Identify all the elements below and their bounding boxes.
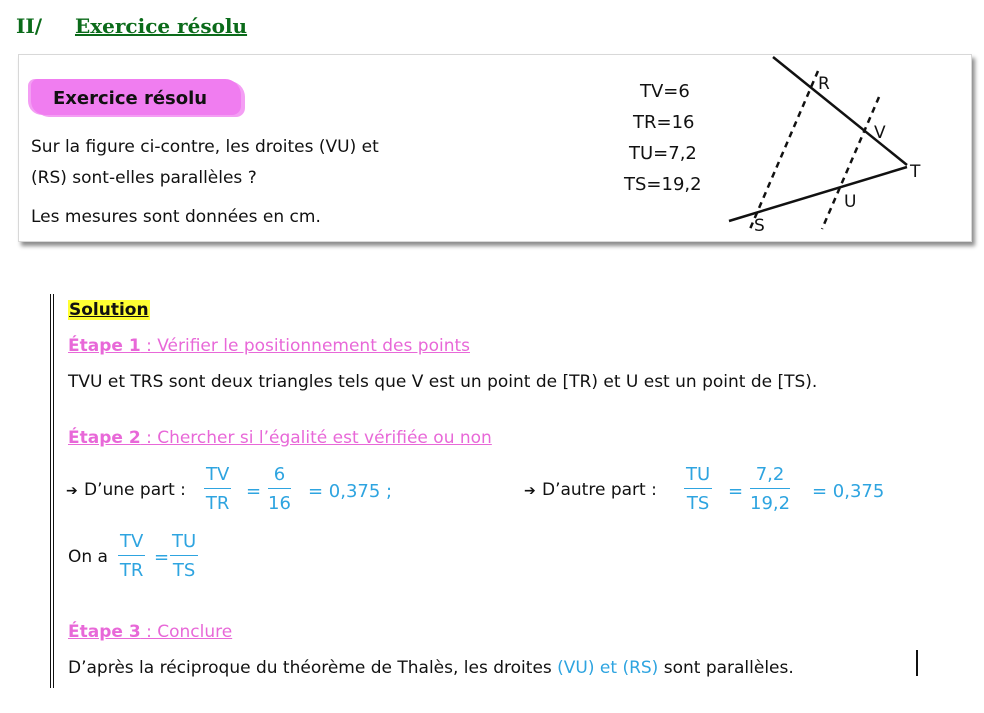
measure-ts: TS=19,2 — [624, 174, 702, 195]
step-3-text: : Conclure — [140, 622, 233, 642]
fraction-6-16 — [268, 464, 291, 514]
step-1-heading — [68, 336, 470, 356]
step-1-text: : Vérifier le positionnement des points — [140, 336, 470, 356]
fraction-tv-tr-equality — [118, 531, 145, 581]
conclusion-text-1: D’après la réciproque du théorème de Thalès, les droites — [68, 658, 558, 678]
fraction-numerator: TV — [204, 464, 231, 489]
arrow-icon: ➔ — [66, 483, 78, 499]
line-tr — [773, 57, 907, 165]
question-note: Les mesures sont données en cm. — [31, 207, 321, 227]
step-3-heading — [68, 622, 232, 642]
fraction-denominator: TS — [172, 560, 196, 581]
solution-block — [50, 294, 954, 688]
exercise-card — [18, 54, 972, 242]
section-heading — [16, 14, 247, 38]
thales-figure — [19, 55, 971, 241]
fraction-numerator: TU — [170, 531, 198, 556]
fraction-numerator: TV — [118, 531, 145, 556]
label-u: U — [844, 192, 857, 212]
conclusion-highlight: (VU) et (RS) — [557, 658, 659, 678]
conclusion — [68, 658, 794, 678]
step-1-label: Étape 1 — [68, 336, 141, 356]
section-title: Exercice résolu — [74, 14, 248, 38]
solution-title: Solution — [69, 300, 149, 320]
step-2-heading — [68, 428, 492, 448]
fraction-numerator: 7,2 — [750, 464, 790, 489]
step-2-label: Étape 2 — [68, 428, 141, 448]
label-r: R — [818, 74, 830, 94]
fraction-denominator: 16 — [268, 493, 291, 514]
question-line-2: (RS) sont-elles parallèles ? — [31, 168, 257, 188]
text-cursor[interactable] — [916, 650, 918, 676]
right-prefix: D’autre part : — [542, 480, 657, 500]
equals-sign: = — [154, 547, 170, 568]
fraction-denominator: 19,2 — [750, 493, 791, 514]
fraction-tu-ts — [684, 464, 712, 514]
fraction-tv-tr — [204, 464, 231, 514]
arrow-icon: ➔ — [524, 483, 536, 499]
step-1-body: TVU et TRS sont deux triangles tels que V est un point de [TR) et U est un point de [TS). — [68, 372, 818, 392]
label-v: V — [874, 123, 886, 143]
step-2-text: : Chercher si l’égalité est vérifiée ou non — [140, 428, 492, 448]
equals-sign: = — [728, 481, 744, 502]
conclusion-text-2: sont parallèles. — [658, 658, 794, 678]
fraction-denominator: TS — [686, 493, 710, 514]
fraction-72-192 — [750, 464, 790, 514]
exercise-badge-label: Exercice résolu — [53, 88, 208, 109]
equals-sign: = — [246, 481, 262, 502]
right-result: = 0,375 — [812, 481, 885, 502]
measure-tu: TU=7,2 — [629, 143, 697, 164]
measure-tv: TV=6 — [640, 81, 690, 102]
section-number: II/ — [16, 14, 43, 38]
equality-prefix: On a — [68, 547, 108, 567]
label-t: T — [910, 162, 921, 182]
fraction-numerator: TU — [684, 464, 712, 489]
left-result: = 0,375 ; — [308, 481, 393, 502]
question-line-1: Sur la figure ci-contre, les droites (VU) et — [31, 137, 379, 157]
label-s: S — [754, 216, 765, 236]
fraction-tu-ts-equality — [170, 531, 198, 581]
fraction-numerator: 6 — [268, 464, 291, 489]
measure-tr: TR=16 — [633, 112, 695, 133]
fraction-denominator: TR — [119, 560, 144, 581]
left-prefix: D’une part : — [84, 480, 186, 500]
fraction-denominator: TR — [205, 493, 230, 514]
step-3-label: Étape 3 — [68, 622, 141, 642]
